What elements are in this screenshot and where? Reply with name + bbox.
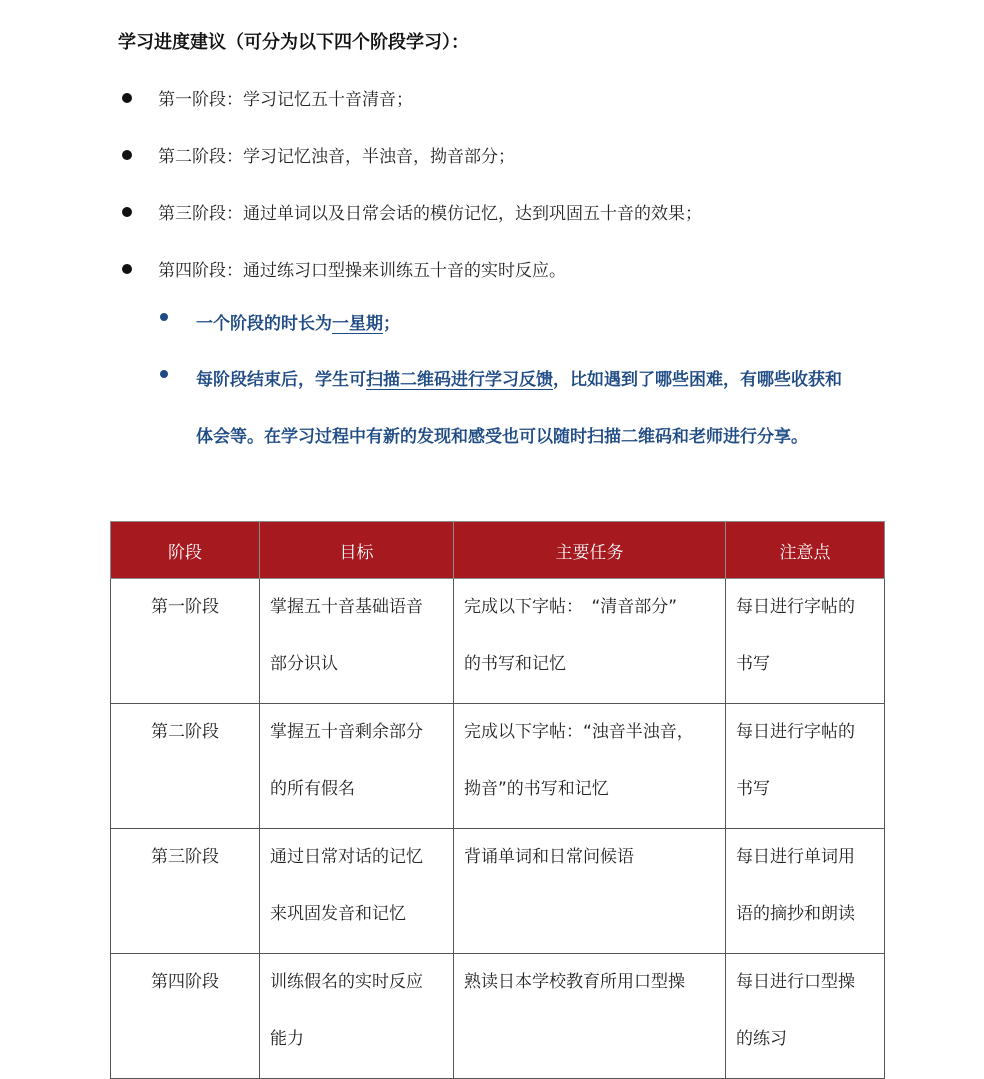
duration-note-text — [196, 304, 400, 344]
bullet-dot-icon — [122, 150, 132, 160]
stage-list-item — [122, 142, 515, 167]
stage-cell-text: 第三阶段 — [151, 847, 219, 867]
stage-cell — [111, 954, 260, 1079]
note-line: 语的摘抄和朗读 — [736, 904, 855, 924]
feedback-highlight: 扫描二维码进行学习反馈 — [366, 370, 553, 390]
table-row — [111, 829, 885, 954]
task-line: 拗音”的书写和记忆 — [464, 779, 609, 799]
stage-cell-text: 第二阶段 — [151, 722, 219, 742]
duration-highlight: 一星期 — [332, 314, 383, 334]
goal-line: 能力 — [270, 1029, 304, 1049]
bullet-dot-icon — [122, 93, 132, 103]
header-note: 注意点 — [726, 522, 885, 579]
task-line: 熟读日本学校教育所用口型操 — [464, 972, 685, 992]
stage-cell — [111, 579, 260, 704]
stage-cell-text: 第四阶段 — [151, 972, 219, 992]
stage-list-item — [122, 199, 702, 224]
goal-line: 掌握五十音基础语音 — [270, 597, 423, 617]
feedback-note-text — [196, 352, 850, 466]
goal-cell — [260, 579, 454, 704]
note-line: 书写 — [736, 779, 770, 799]
task-line: 背诵单词和日常问候语 — [464, 847, 634, 867]
goal-line: 的所有假名 — [270, 779, 355, 799]
stage-text: 第一阶段：学习记忆五十音清音； — [158, 90, 413, 110]
stage-text: 第四阶段：通过练习口型操来训练五十音的实时反应。 — [158, 261, 566, 281]
bullet-dot-icon — [160, 370, 168, 378]
task-cell — [454, 704, 726, 829]
bullet-dot-icon — [160, 313, 168, 321]
note-line: 的练习 — [736, 1029, 787, 1049]
stage-cell — [111, 829, 260, 954]
feedback-suffix: ，比如遇到了哪些困难，有哪些收获和体会等。在学习过程中有新的发现和感受也可以随时扫描二维码和老师进行分享。 — [196, 370, 842, 447]
duration-note — [160, 304, 400, 344]
note-cell — [726, 954, 885, 1079]
table-row — [111, 704, 885, 829]
stage-text: 第三阶段：通过单词以及日常会话的模仿记忆，达到巩固五十音的效果； — [158, 204, 702, 224]
task-line: 完成以下字帖：“浊音半浊音， — [464, 722, 694, 742]
task-line: 的书写和记忆 — [464, 654, 566, 674]
header-task: 主要任务 — [454, 522, 726, 579]
header-stage: 阶段 — [111, 522, 260, 579]
bullet-dot-icon — [122, 264, 132, 274]
header-goal: 目标 — [260, 522, 454, 579]
note-line: 每日进行字帖的 — [736, 722, 855, 742]
note-cell — [726, 704, 885, 829]
bullet-dot-icon — [122, 207, 132, 217]
goal-line: 通过日常对话的记忆 — [270, 847, 423, 867]
duration-suffix: ； — [383, 314, 400, 334]
goal-line: 来巩固发音和记忆 — [270, 904, 406, 924]
stage-list-item — [122, 256, 566, 281]
stage-cell — [111, 704, 260, 829]
note-cell — [726, 829, 885, 954]
goal-cell — [260, 829, 454, 954]
task-cell — [454, 829, 726, 954]
study-plan-table — [110, 521, 885, 1079]
note-line: 每日进行字帖的 — [736, 597, 855, 617]
table-header-row — [111, 522, 885, 579]
note-line: 每日进行口型操 — [736, 972, 855, 992]
feedback-note — [160, 361, 850, 466]
task-cell — [454, 954, 726, 1079]
stage-cell-text: 第一阶段 — [151, 597, 219, 617]
note-line: 书写 — [736, 654, 770, 674]
table-row — [111, 579, 885, 704]
table-row — [111, 954, 885, 1079]
duration-prefix: 一个阶段的时长为 — [196, 314, 332, 334]
goal-line: 训练假名的实时反应 — [270, 972, 423, 992]
goal-cell — [260, 954, 454, 1079]
note-line: 每日进行单词用 — [736, 847, 855, 867]
goal-cell — [260, 704, 454, 829]
goal-line: 部分识认 — [270, 654, 338, 674]
stage-text: 第二阶段：学习记忆浊音，半浊音，拗音部分； — [158, 147, 515, 167]
feedback-prefix: 每阶段结束后，学生可 — [196, 370, 366, 390]
note-cell — [726, 579, 885, 704]
task-line: 完成以下字帖： “清音部分” — [464, 597, 678, 617]
task-cell — [454, 579, 726, 704]
stage-list-item — [122, 85, 413, 110]
goal-line: 掌握五十音剩余部分 — [270, 722, 423, 742]
page-heading: 学习进度建议（可分为以下四个阶段学习）： — [118, 32, 469, 53]
